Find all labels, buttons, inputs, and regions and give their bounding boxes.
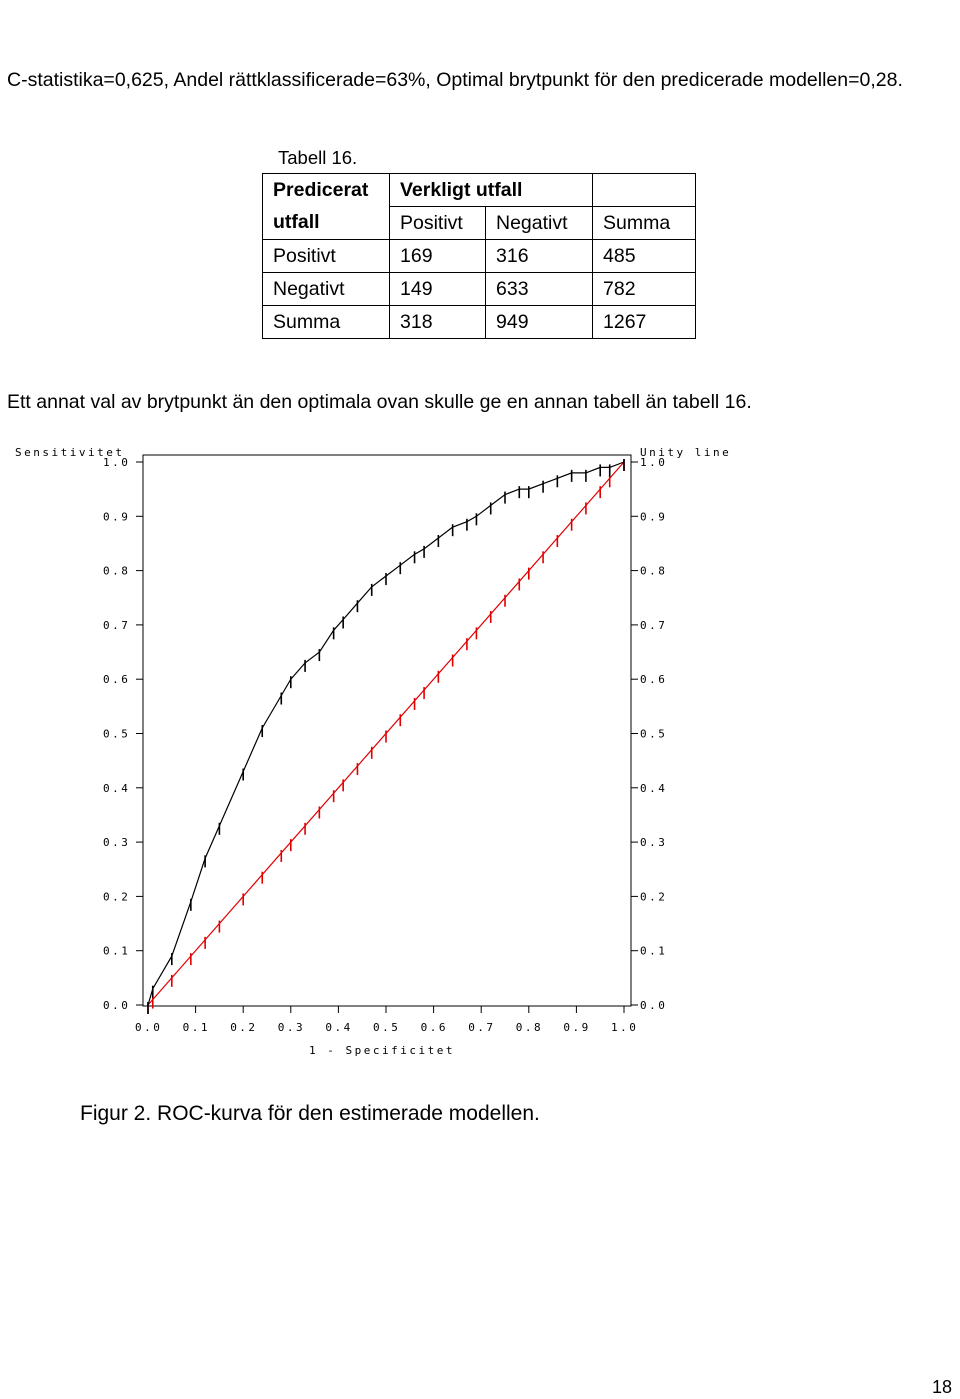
x-tick-label: 0.0 [135, 1021, 163, 1034]
y-tick-label-right: 0.7 [640, 618, 668, 632]
x-tick-label: 0.5 [373, 1021, 401, 1034]
y-tick-label-left: 0.8 [103, 564, 131, 578]
y-tick-label-right: 0.6 [640, 673, 668, 687]
table-cell: 169 [390, 240, 486, 273]
x-tick-label: 0.4 [325, 1021, 353, 1034]
y-axis-label: Sensitivitet [15, 446, 125, 459]
y-tick-label-left: 0.0 [103, 999, 131, 1012]
y-tick-label-right: 0.9 [640, 510, 668, 524]
y-tick-label-left: 0.6 [103, 673, 131, 687]
series-layer [148, 459, 624, 1014]
table-cell: Negativt [263, 273, 390, 306]
table-header-cell: utfall [263, 207, 390, 240]
table-cell: 949 [486, 306, 593, 339]
table-header-row-2 [263, 207, 696, 240]
classification-table [262, 173, 696, 339]
table-cell: 485 [593, 240, 696, 273]
unity-line-label: Unity line [640, 446, 732, 459]
axis-ticks [103, 456, 667, 1034]
table-cell: 316 [486, 240, 593, 273]
page-number: 18 [931, 1377, 952, 1397]
x-tick-label: 0.1 [182, 1021, 210, 1034]
y-tick-label-left: 1.0 [103, 456, 131, 469]
y-tick-label-left: 0.5 [103, 727, 131, 741]
table-row [263, 273, 696, 306]
x-tick-label: 0.3 [277, 1021, 306, 1034]
table-header-cell: Predicerat [263, 174, 390, 207]
roc-chart [0, 440, 960, 1065]
table-header-cell: Verkligt utfall [390, 174, 593, 207]
y-tick-label-left: 0.2 [103, 890, 131, 904]
intro-paragraph: C-statistika=0,625, Andel rättklassificerade=63%, Optimal brytpunkt för den predicerade modellen=0,28. [7, 69, 903, 91]
table-header-cell-empty [593, 174, 696, 207]
y-tick-label-right: 0.8 [640, 564, 668, 578]
y-tick-label-left: 0.4 [103, 781, 131, 795]
table-cell: 1267 [593, 306, 696, 339]
table-caption: Tabell 16. [278, 147, 358, 168]
x-tick-label: 0.7 [468, 1021, 496, 1034]
y-tick-label-left: 0.1 [103, 944, 131, 958]
x-axis-label: 1 - Specificitet [309, 1044, 455, 1057]
table-header-cell: Negativt [486, 207, 593, 240]
y-tick-label-right: 0.0 [640, 999, 668, 1012]
x-tick-label: 1.0 [611, 1021, 639, 1034]
y-tick-label-left: 0.3 [103, 836, 131, 850]
y-tick-label-right: 0.5 [640, 727, 668, 741]
y-tick-label-right: 0.3 [640, 836, 668, 850]
y-tick-label-right: 0.1 [640, 944, 668, 958]
table-cell: 149 [390, 273, 486, 306]
x-tick-label: 0.9 [563, 1021, 591, 1034]
table-header-row-1 [263, 174, 696, 207]
y-tick-label-right: 0.4 [640, 781, 668, 795]
y-tick-label-right: 1.0 [640, 456, 668, 469]
table-header-cell: Summa [593, 207, 696, 240]
y-tick-label-left: 0.9 [103, 510, 131, 524]
table-header-cell: Positivt [390, 207, 486, 240]
table-cell: 318 [390, 306, 486, 339]
table-row [263, 306, 696, 339]
y-tick-label-left: 0.7 [103, 618, 131, 632]
table-cell: Positivt [263, 240, 390, 273]
note-paragraph: Ett annat val av brytpunkt än den optimala ovan skulle ge en annan tabell än tabell 16. [7, 391, 752, 413]
table-cell: Summa [263, 306, 390, 339]
x-tick-label: 0.2 [230, 1021, 258, 1034]
y-tick-label-right: 0.2 [640, 890, 668, 904]
table-row [263, 240, 696, 273]
table-cell: 633 [486, 273, 593, 306]
x-tick-label: 0.6 [420, 1021, 448, 1034]
figure-caption: Figur 2. ROC-kurva för den estimerade modellen. [80, 1102, 540, 1125]
x-tick-label: 0.8 [515, 1021, 544, 1034]
table-cell: 782 [593, 273, 696, 306]
